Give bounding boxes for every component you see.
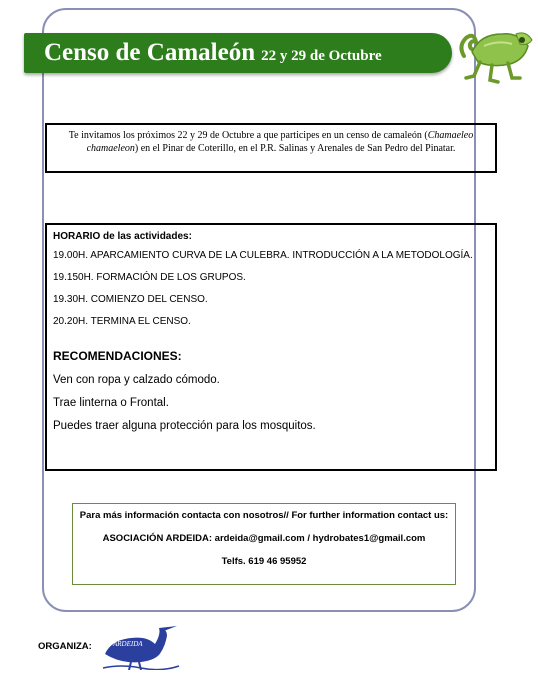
schedule-box xyxy=(45,223,497,471)
contact-phone: Telfs. 619 46 95952 xyxy=(221,556,307,567)
recommendation-item: Puedes traer alguna protección para los mosquitos. xyxy=(53,420,316,432)
contact-box xyxy=(72,503,456,585)
schedule-item: 19.150H. FORMACIÓN DE LOS GRUPOS. xyxy=(53,272,246,283)
title-banner xyxy=(24,33,452,73)
intro-text-2: ) en el Pinar de Coterillo, en el P.R. Salinas y Arenales de San Pedro del Pinatar. xyxy=(134,143,456,154)
species-name: Chamaeleo chamaeleon xyxy=(86,130,474,154)
schedule-item: 20.20H. TERMINA EL CENSO. xyxy=(53,316,191,327)
intro-box xyxy=(45,123,497,173)
schedule-item: 19.30H. COMIENZO DEL CENSO. xyxy=(53,294,208,305)
ardeida-logo xyxy=(101,624,181,670)
page-title xyxy=(44,36,382,73)
intro-text-1: Te invitamos los próximos 22 y 29 de Octubre a que participes en un censo de camaleón ( xyxy=(68,130,428,141)
recommendations-heading: RECOMENDACIONES: xyxy=(53,349,182,363)
logo-text: ARDEIDA xyxy=(113,640,143,648)
title-text: Censo de Camaleón xyxy=(44,39,256,66)
schedule-heading: HORARIO de las actividades: xyxy=(53,231,192,242)
chameleon-illustration-icon xyxy=(454,16,536,88)
contact-intro: Para más información contacta con nosotros// For further information contact us: xyxy=(79,510,449,521)
event-dates: 22 y 29 de Octubre xyxy=(261,48,382,64)
contact-emails: ASOCIACIÓN ARDEIDA: ardeida@gmail.com / hydrobates1@gmail.com xyxy=(102,533,426,544)
organizer-label: ORGANIZA: xyxy=(38,641,92,652)
recommendation-item: Ven con ropa y calzado cómodo. xyxy=(53,374,220,386)
schedule-item: 19.00H. APARCAMIENTO CURVA DE LA CULEBRA. INTRODUCCIÓN A LA METODOLOGÍA. xyxy=(53,250,473,261)
recommendation-item: Trae linterna o Frontal. xyxy=(53,397,169,409)
